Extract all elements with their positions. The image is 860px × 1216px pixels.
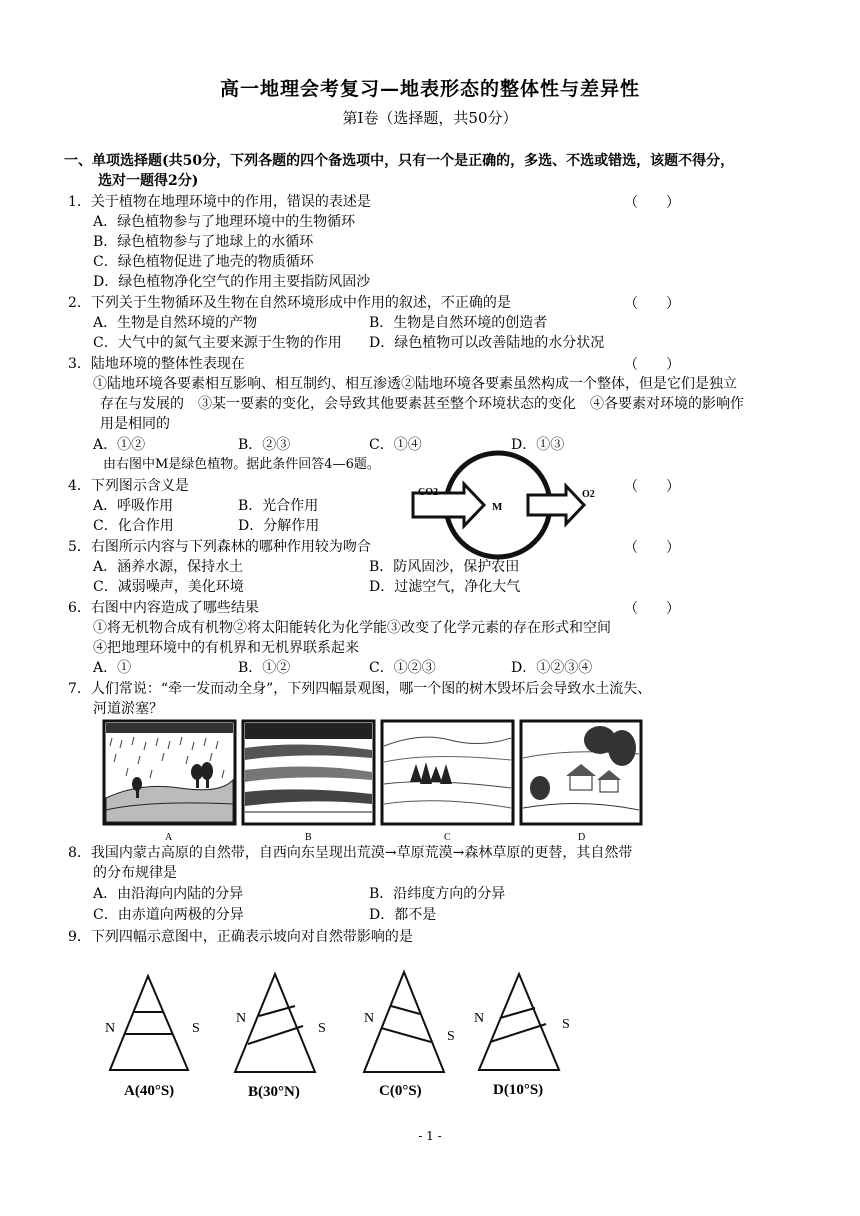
q3-option-a: A．①② xyxy=(93,437,146,453)
page-title: 高一地理会考复习—地表形态的整体性与差异性 xyxy=(219,78,640,100)
q2-option-c: C．大气中的氮气主要来源于生物的作用 xyxy=(93,335,342,351)
q5-option-d: D．过滤空气，净化大气 xyxy=(369,579,521,595)
q1-option-b: B．绿色植物参与了地球上的水循环 xyxy=(93,234,314,250)
q6-option-d: D．①②③④ xyxy=(511,660,593,676)
landscape-c-label: C xyxy=(444,832,451,843)
q2-stem: 2．下列关于生物循环及生物在自然环境形成中作用的叙述，不正确的是 xyxy=(68,295,511,311)
q5-option-b: B．防风固沙，保护农田 xyxy=(369,559,520,575)
q3-option-b: B．②③ xyxy=(238,437,291,453)
q4-option-a: A．呼吸作用 xyxy=(93,498,174,514)
photosynthesis-diagram xyxy=(410,440,610,560)
q5-stem: 5．右图所示内容与下列森林的哪种作用较为吻合 xyxy=(68,539,371,555)
landscape-c-figure xyxy=(382,721,513,824)
mountain-c-n-label: N xyxy=(364,1011,375,1026)
page-subtitle: 第Ⅰ卷（选择题，共50分） xyxy=(342,109,518,127)
mountain-a-figure xyxy=(110,976,188,1070)
q5-option-c: C．减弱噪声，美化环境 xyxy=(93,579,244,595)
section-instruction-cont: 选对一题得2分) xyxy=(98,173,199,189)
landscape-b-label: B xyxy=(305,832,312,843)
q3-stem: 3．陆地环境的整体性表现在 xyxy=(68,356,245,372)
landscape-d-label: D xyxy=(578,832,586,843)
q4-option-b: B．光合作用 xyxy=(238,498,319,514)
mountain-a-caption: A(40°S) xyxy=(124,1083,175,1099)
mountain-b-s-label: S xyxy=(318,1021,326,1036)
q6-statement-line1: ①将无机物合成有机物②将太阳能转化为化学能③改变了化学元素的存在形式和空间 xyxy=(93,620,611,636)
mountain-b-figure xyxy=(235,974,315,1072)
mountain-a-n-label: N xyxy=(105,1021,116,1036)
q6-option-a: A．① xyxy=(93,660,132,676)
q2-option-a: A．生物是自然环境的产物 xyxy=(93,315,258,331)
mountain-d-figure xyxy=(479,974,559,1070)
q3-statement-line2: 存在与发展的 ③某一要素的变化，会导致其他要素甚至整个环境状态的变化 ④各要素对环境的影响作 xyxy=(100,396,744,412)
mountain-d-caption: D(10°S) xyxy=(493,1082,544,1098)
section-instruction: 一、单项选择题(共50分，下列各题的四个备选项中，只有一个是正确的，多选、不选或错选，该题不得分， xyxy=(64,153,735,169)
q8-option-d: D．都不是 xyxy=(369,907,437,923)
co2-label: CO2 xyxy=(418,487,438,498)
q8-option-c: C．由赤道向两极的分异 xyxy=(93,907,244,923)
mountain-c-caption: C(0°S) xyxy=(379,1083,422,1099)
q8-stem-line1: 8．我国内蒙古高原的自然带，自西向东呈现出荒漠→草原荒漠→森林草原的更替，其自然带 xyxy=(68,845,633,861)
q4-option-c: C．化合作用 xyxy=(93,518,174,534)
mountain-c-s-label: S xyxy=(447,1029,455,1044)
q3-statement-line1: ①陆地环境各要素相互影响、相互制约、相互渗透②陆地环境各要素虽然构成一个整体，但是它们是独立 xyxy=(93,376,737,392)
q1-option-c: C．绿色植物促进了地壳的物质循环 xyxy=(93,254,314,270)
landscape-figures xyxy=(100,718,645,844)
q4-answer-blank[interactable]: （ ） xyxy=(624,479,680,495)
q1-stem: 1．关于植物在地理环境中的作用，错误的表述是 xyxy=(68,194,371,210)
mountain-d-s-label: S xyxy=(562,1017,570,1032)
q1-answer-blank[interactable]: （ ） xyxy=(624,195,680,211)
q6-answer-blank[interactable]: （ ） xyxy=(624,601,680,617)
q7-stem-line2: 河道淤塞？ xyxy=(93,701,163,717)
landscape-a-figure xyxy=(104,721,235,824)
q3-statement-line3: 用是相同的 xyxy=(100,416,170,432)
q4-option-d: D．分解作用 xyxy=(238,518,320,534)
q3-option-d: D．①③ xyxy=(511,437,565,453)
q4-stem: 4．下列图示含义是 xyxy=(68,478,189,494)
q5-answer-blank[interactable]: （ ） xyxy=(624,540,680,556)
q4-6-intro: 由右图中M是绿色植物。据此条件回答4—6题。 xyxy=(103,457,380,472)
q8-option-a: A．由沿海向内陆的分异 xyxy=(93,886,244,902)
q7-stem-line1: 7．人们常说：“牵一发而动全身”，下列四幅景观图，哪一个图的树木毁坏后会导致水土流失、 xyxy=(68,681,652,697)
q8-option-b: B．沿纬度方向的分异 xyxy=(369,886,506,902)
o2-arrow xyxy=(528,486,584,524)
landscape-b-figure xyxy=(243,721,374,824)
landscape-d-figure xyxy=(521,721,641,824)
q9-stem: 9．下列四幅示意图中，正确表示坡向对自然带影响的是 xyxy=(68,929,413,945)
q8-stem-line2: 的分布规律是 xyxy=(93,865,177,881)
q3-option-c: C．①④ xyxy=(369,437,422,453)
q2-option-d: D．绿色植物可以改善陆地的水分状况 xyxy=(369,335,605,351)
o2-label: O2 xyxy=(582,489,595,500)
q6-statement-line2: ④把地理环境中的有机界和无机界联系起来 xyxy=(93,640,359,656)
mountain-a-s-label: S xyxy=(192,1021,200,1036)
q3-answer-blank[interactable]: （ ） xyxy=(624,357,680,373)
mountain-c-figure xyxy=(364,972,444,1072)
q6-stem: 6．右图中内容造成了哪些结果 xyxy=(68,600,259,616)
page-number: - 1 - xyxy=(418,1129,442,1143)
m-label: M xyxy=(492,501,503,513)
q1-option-a: A．绿色植物参与了地理环境中的生物循环 xyxy=(93,214,356,230)
mountain-b-caption: B(30°N) xyxy=(248,1084,300,1100)
q6-option-c: C．①②③ xyxy=(369,660,436,676)
q2-answer-blank[interactable]: （ ） xyxy=(624,296,680,312)
q6-option-b: B．①② xyxy=(238,660,291,676)
q5-option-a: A．涵养水源，保持水土 xyxy=(93,559,244,575)
q1-option-d: D．绿色植物净化空气的作用主要指防风固沙 xyxy=(93,274,371,290)
q2-option-b: B．生物是自然环境的创造者 xyxy=(369,315,548,331)
mountain-zone-diagrams xyxy=(100,960,600,1108)
landscape-a-label: A xyxy=(165,832,173,843)
mountain-d-n-label: N xyxy=(474,1011,485,1026)
mountain-b-n-label: N xyxy=(236,1011,247,1026)
